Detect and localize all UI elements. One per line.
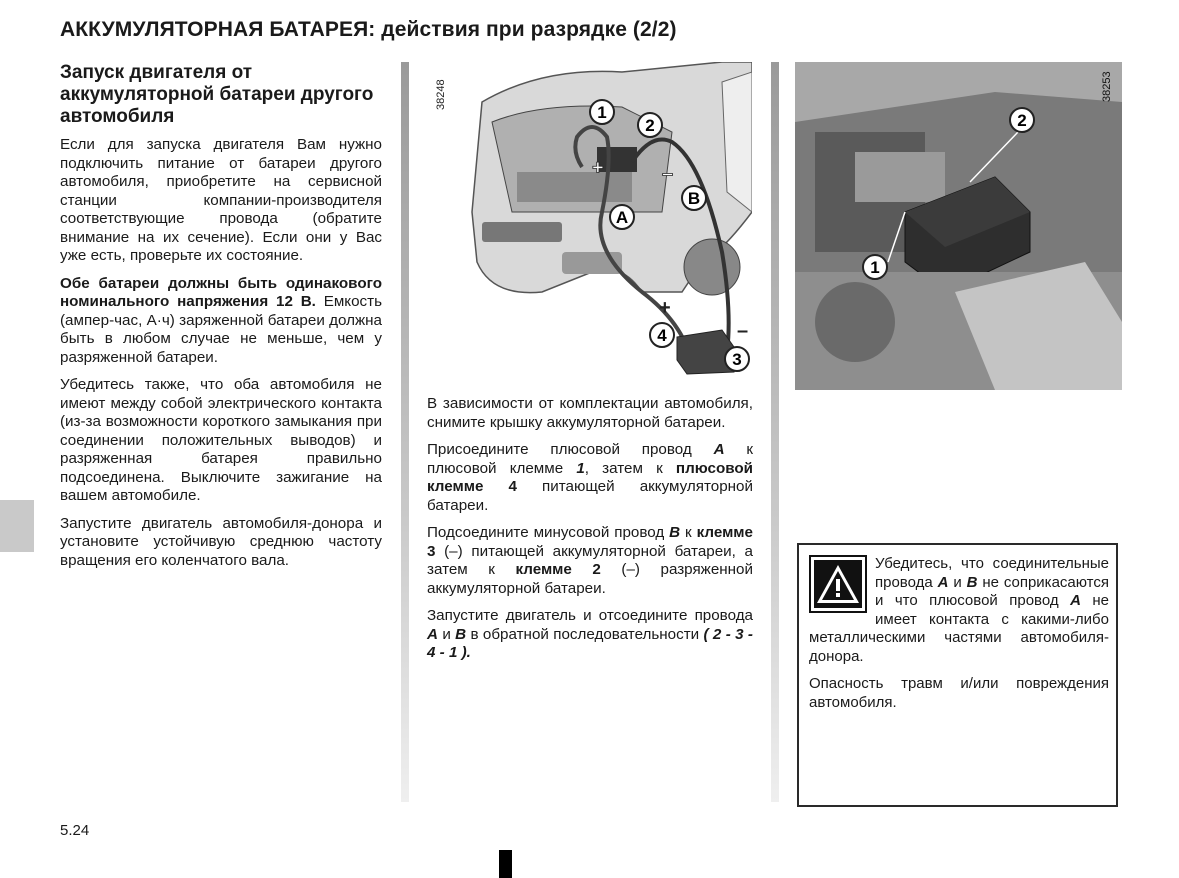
callout-1 (590, 100, 614, 124)
text: Присоедините плюсовой провод (427, 441, 714, 458)
warning-box (797, 543, 1118, 807)
paragraph: Убедитесь также, что оба автомобиля не имеют между собой электрического контакта (из-за возможности короткого замыкания при соединении положительных выводов) и разряженная батарея правильно подсоединена. Выключите зажигание на вашем автомобиле. (60, 376, 382, 504)
callout-3 (725, 347, 749, 371)
warning-paragraph: Опасность травм и/или повреждения автомобиля. (809, 675, 1109, 711)
paragraph: Если для запуска двигателя Вам нужно подключить питание от батареи другого автомобиля, приобретите на сервисной станции компании-производителя соответствующие провода (обратите внимание на их сечение). Если они у Вас уже есть, проверьте их состояние. (60, 136, 382, 264)
callout-4 (650, 323, 674, 347)
page-number: 5.24 (60, 822, 90, 839)
callout-1 (863, 255, 887, 279)
text: и (948, 573, 967, 591)
callout-text: 4 (657, 326, 667, 345)
text: к (680, 524, 697, 541)
figure-code: 38248 (435, 79, 447, 110)
column-divider (401, 62, 409, 802)
section-tab (0, 500, 34, 552)
engine-bay-photo (795, 62, 1122, 390)
warning-icon (809, 555, 867, 613)
terminal-ref: 1 (576, 459, 585, 477)
sequence-ref: ( 2 - 3 - 4 - 1 ). (427, 625, 753, 661)
callout-2 (638, 113, 662, 137)
text: в обратной последовательности (466, 625, 704, 643)
wire-b-ref: B (966, 573, 978, 591)
text: не соприкасаются и что плюсовой провод (875, 573, 1109, 609)
text: не имеет контакта с какими-либо металлическими частями автомобиля-донора. (809, 592, 1109, 665)
wire-a-ref: A (713, 441, 725, 458)
callout-text: A (615, 208, 629, 227)
warning-icon-slot (809, 555, 875, 615)
callout-2 (1010, 108, 1034, 132)
text: к плюсовой клемме (427, 441, 753, 477)
text: питающей аккумуляторной батареи. (427, 478, 753, 514)
paragraph (427, 441, 753, 515)
callout-text: 3 (732, 350, 742, 369)
page-title: АККУМУЛЯТОРНАЯ БАТАРЕЯ: действия при разрядке (2/2) (60, 18, 677, 41)
callout-text: 2 (645, 116, 655, 135)
wire-b-ref: B (455, 625, 467, 643)
minus-sign: – (662, 163, 674, 185)
text: и (437, 625, 456, 643)
paragraph (427, 524, 753, 598)
voltage-note: Обе батареи должны быть одинакового номинального напряжения 12 В. (60, 274, 382, 310)
wire-a-ref: A (427, 625, 438, 643)
callout-text: B (687, 189, 701, 208)
paragraph (427, 607, 753, 663)
callout-text: 2 (1017, 111, 1027, 130)
jump-start-illustration (422, 62, 752, 380)
wire-a-ref: A (1070, 592, 1081, 609)
terminal-ref: клемме 2 (515, 561, 601, 578)
text: Подсоедините минусовой провод (427, 524, 670, 541)
capacity-note: Емкость (ампер-час, А·ч) заряженной батареи должна быть в любом случае не меньше, чем у разряженной батареи. (60, 293, 383, 366)
text: (–) разряженной аккумуляторной батареи. (427, 561, 753, 597)
paragraph: Запустите двигатель автомобиля-донора и установите устойчивую среднюю частоту вращения его коленчатого вала. (60, 514, 382, 569)
paragraph (60, 275, 382, 368)
text: Запустите двигатель и отсоедините провода (427, 607, 753, 624)
paragraph: В зависимости от комплектации автомобиля, снимите крышку аккумуляторной батареи. (427, 395, 753, 431)
wire-a-ref: A (937, 573, 949, 591)
plus-sign: + (659, 297, 671, 319)
figure-code: 38253 (1101, 71, 1113, 102)
text: Убедитесь, что соединительные провода (875, 555, 1109, 591)
terminal-ref: плюсовой клемме 4 (427, 459, 753, 495)
callout-B (682, 186, 706, 210)
jump-start-figure (422, 62, 752, 380)
callout-A (610, 205, 634, 229)
terminal-ref: клемме 3 (427, 524, 753, 560)
callout-text: 1 (597, 103, 607, 122)
section-heading: Запуск двигателя от аккумуляторной батареи другого автомобиля (60, 62, 374, 127)
plus-sign: + (592, 157, 604, 179)
engine-bay-figure (795, 62, 1122, 390)
text: , затем к (584, 459, 676, 477)
warning-text (809, 555, 1109, 721)
page-marker (499, 850, 512, 878)
minus-sign: – (737, 320, 749, 342)
callout-text: 1 (870, 258, 880, 277)
intro-column (60, 62, 382, 579)
wire-b-ref: B (669, 524, 681, 541)
column-divider (771, 62, 779, 802)
instructions-column (427, 395, 753, 672)
text: (–) питающей аккумуляторной батареи, а затем к (427, 542, 753, 578)
